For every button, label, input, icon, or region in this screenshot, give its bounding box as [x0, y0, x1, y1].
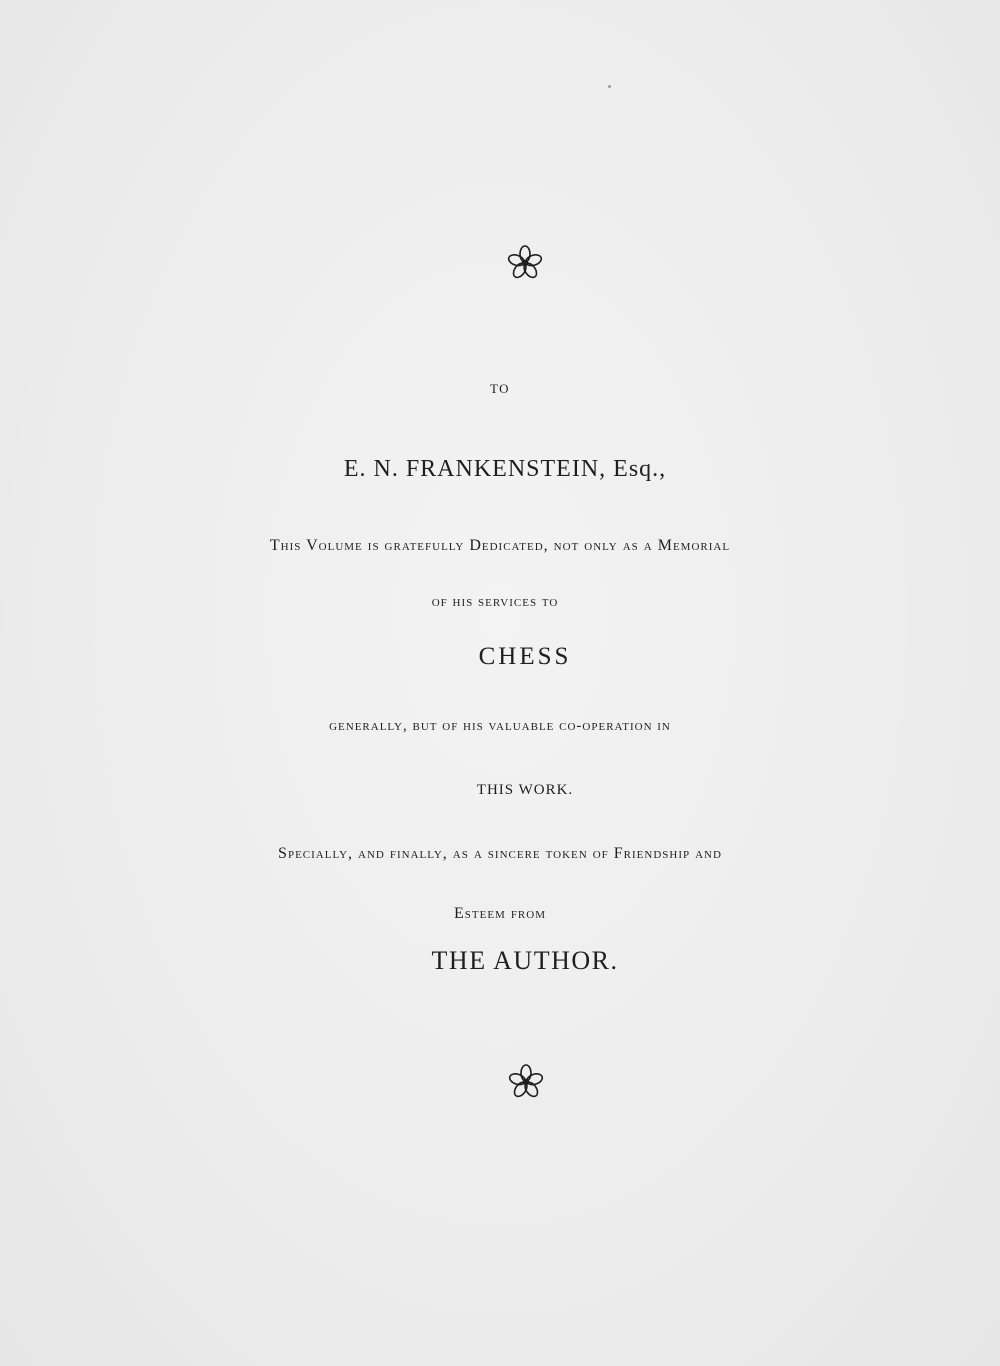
flower-ornament-icon: [505, 243, 545, 283]
dedication-line-3: generally, but of his valuable co-operation in: [329, 718, 671, 734]
paper-speck: [608, 85, 611, 88]
dedication-line-2: of his services to: [431, 594, 559, 610]
author-signature: THE AUTHOR.: [431, 946, 619, 975]
dedication-line-6: Esteem from: [453, 905, 546, 922]
dedication-line-4: THIS WORK.: [476, 782, 574, 798]
dedication-line-5: Specially, and finally, as a sincere token of Friendship and: [278, 845, 722, 862]
dedication-line-1: This Volume is gratefully Dedicated, not only as a Memorial: [269, 537, 731, 554]
dedication-to: TO: [489, 381, 511, 396]
flower-ornament-icon: [506, 1062, 546, 1102]
dedicatee-name: E. N. FRANKENSTEIN, Esq.,: [343, 456, 667, 482]
dedication-subject: CHESS: [478, 643, 572, 670]
